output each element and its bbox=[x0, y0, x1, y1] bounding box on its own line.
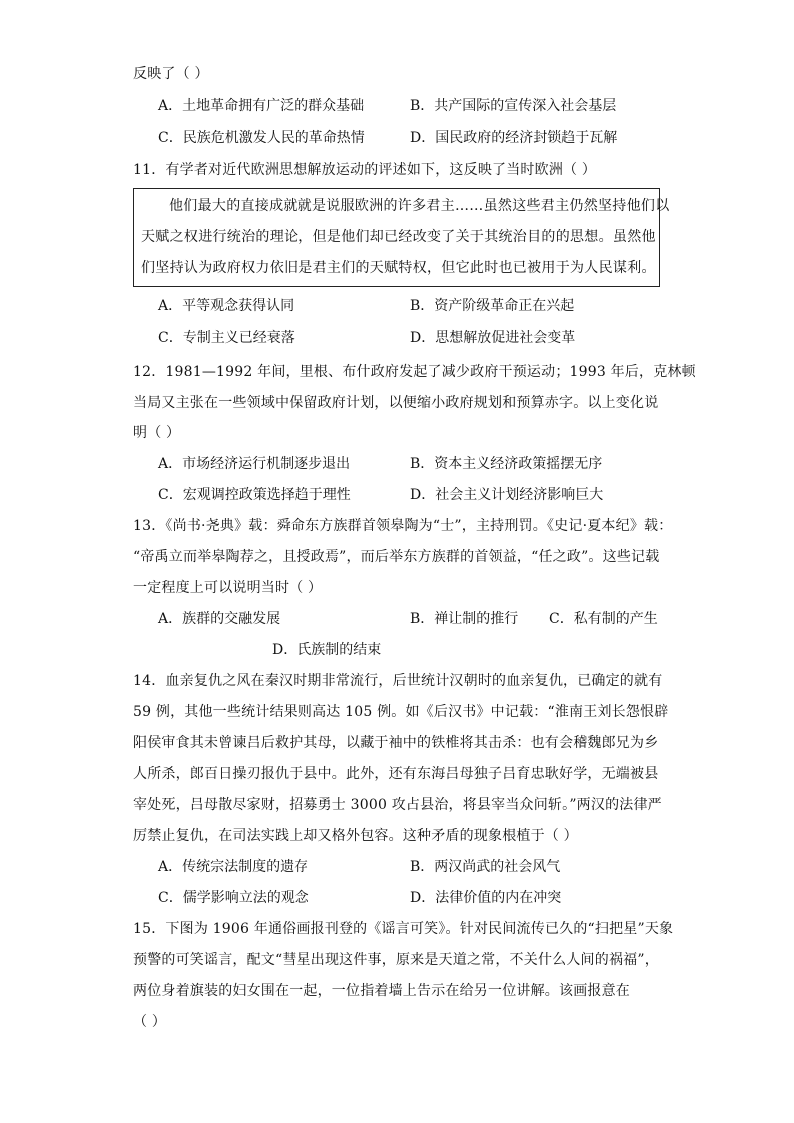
q10-option-a[interactable]: A．土地革命拥有广泛的群众基础 bbox=[158, 98, 365, 114]
q14-stem-line: 阳侯审食其未曾谏吕后救护其母，以藏于袖中的铁椎将其击杀：也有会稽魏郎兄为乡 bbox=[133, 735, 659, 751]
q11-option-c[interactable]: C．专制主义已经衰落 bbox=[158, 330, 295, 346]
q13-stem-line: 13．《尚书·尧典》载：舜命东方族群首领皋陶为“士”，主持刑罚。《史记·夏本纪》载： bbox=[133, 518, 673, 534]
q15-stem-line: 两位身着旗装的妇女围在一起，一位指着墙上告示在给另一位讲解。该画报意在 bbox=[133, 983, 630, 999]
q12-option-b[interactable]: B．资本主义经济政策摇摆无序 bbox=[410, 456, 603, 472]
q11-option-b[interactable]: B．资产阶级革命正在兴起 bbox=[410, 298, 575, 314]
q14-stem-line: 厉禁止复仇，在司法实践上却又格外包容。这种矛盾的现象根植于（ ） bbox=[133, 828, 578, 844]
q10-option-c[interactable]: C．民族危机激发人民的革命热情 bbox=[158, 130, 365, 146]
q14-stem-line: 14．血亲复仇之风在秦汉时期非常流行，后世统计汉朝时的血亲复仇，已确定的就有 bbox=[133, 673, 663, 689]
q15-stem-line: 15．下图为 1906 年通俗画报刊登的《谣言可笑》。针对民间流传已久的“扫把星”天象 bbox=[133, 921, 674, 937]
q15-stem-line: （ ） bbox=[133, 1014, 167, 1030]
q13-option-a[interactable]: A．族群的交融发展 bbox=[158, 611, 281, 627]
q13-option-d[interactable]: D．氏族制的结束 bbox=[272, 642, 382, 658]
q14-stem-line: 人所杀，郎百日操刃报仇于县中。此外，还有东海吕母独子吕育忠耿好学，无端被县 bbox=[133, 766, 659, 782]
q10-option-d[interactable]: D．国民政府的经济封锁趋于瓦解 bbox=[410, 130, 618, 146]
q15-stem-line: 预警的可笑谣言，配文“彗星出现这件事，原来是天道之常，不关什么人间的祸福”， bbox=[133, 952, 659, 968]
q11-quote-box bbox=[133, 188, 670, 287]
q12-stem-line: 明（ ） bbox=[133, 425, 181, 441]
q11-quote-line: 天赋之权进行统治的理论，但是他们却已经改变了关于其统治目的的思想。虽然他 bbox=[141, 229, 656, 245]
q13-option-b[interactable]: B．禅让制的推行 bbox=[410, 611, 519, 627]
q12-option-d[interactable]: D．社会主义计划经济影响巨大 bbox=[410, 487, 604, 503]
q14-stem-line: 59 例，其他一些统计结果则高达 105 例。如《后汉书》中记载：“淮南王刘长怨恨辟 bbox=[133, 704, 669, 720]
q12-stem-line: 12．1981—1992 年间，里根、布什政府发起了减少政府干预运动；1993 年后，克林顿 bbox=[133, 364, 696, 380]
q11-option-d[interactable]: D．思想解放促进社会变革 bbox=[410, 330, 576, 346]
q12-option-a[interactable]: A．市场经济运行机制逐步退出 bbox=[158, 456, 351, 472]
q10-stem-tail: 反映了（ ） bbox=[133, 66, 209, 82]
q11-quote-line: 们坚持认为政府权力依旧是君主们的天赋特权，但它此时也已被用于为人民谋利。 bbox=[141, 260, 656, 276]
q12-option-c[interactable]: C．宏观调控政策选择趋于理性 bbox=[158, 487, 351, 503]
q10-option-b[interactable]: B．共产国际的宣传深入社会基层 bbox=[410, 98, 617, 114]
q14-option-d[interactable]: D．法律价值的内在冲突 bbox=[410, 890, 562, 906]
q11-quote-line: 他们最大的直接成就就是说服欧洲的许多君主……虽然这些君主仍然坚持他们以 bbox=[169, 198, 670, 214]
q14-option-c[interactable]: C．儒学影响立法的观念 bbox=[158, 890, 309, 906]
q12-stem-line: 当局又主张在一些领域中保留政府计划，以便缩小政府规划和预算赤字。以上变化说 bbox=[133, 395, 659, 411]
q13-option-c[interactable]: C．私有制的产生 bbox=[549, 611, 658, 627]
q11-stem: 11．有学者对近代欧洲思想解放运动的评述如下，这反映了当时欧洲（ ） bbox=[133, 162, 597, 178]
q11-option-a[interactable]: A．平等观念获得认同 bbox=[158, 298, 295, 314]
q13-stem-line: 一定程度上可以说明当时（ ） bbox=[133, 580, 323, 596]
q14-option-a[interactable]: A．传统宗法制度的遗存 bbox=[158, 859, 309, 875]
q14-option-b[interactable]: B．两汉尚武的社会风气 bbox=[410, 859, 561, 875]
q14-stem-line: 宰处死，吕母散尽家财，招募勇士 3000 攻占县治，将县宰当众问斩。”两汉的法律严 bbox=[133, 797, 662, 813]
q13-stem-line: “帝禹立而举皋陶荐之，且授政焉”，而后举东方族群的首领益，“任之政”。这些记载 bbox=[133, 549, 660, 565]
